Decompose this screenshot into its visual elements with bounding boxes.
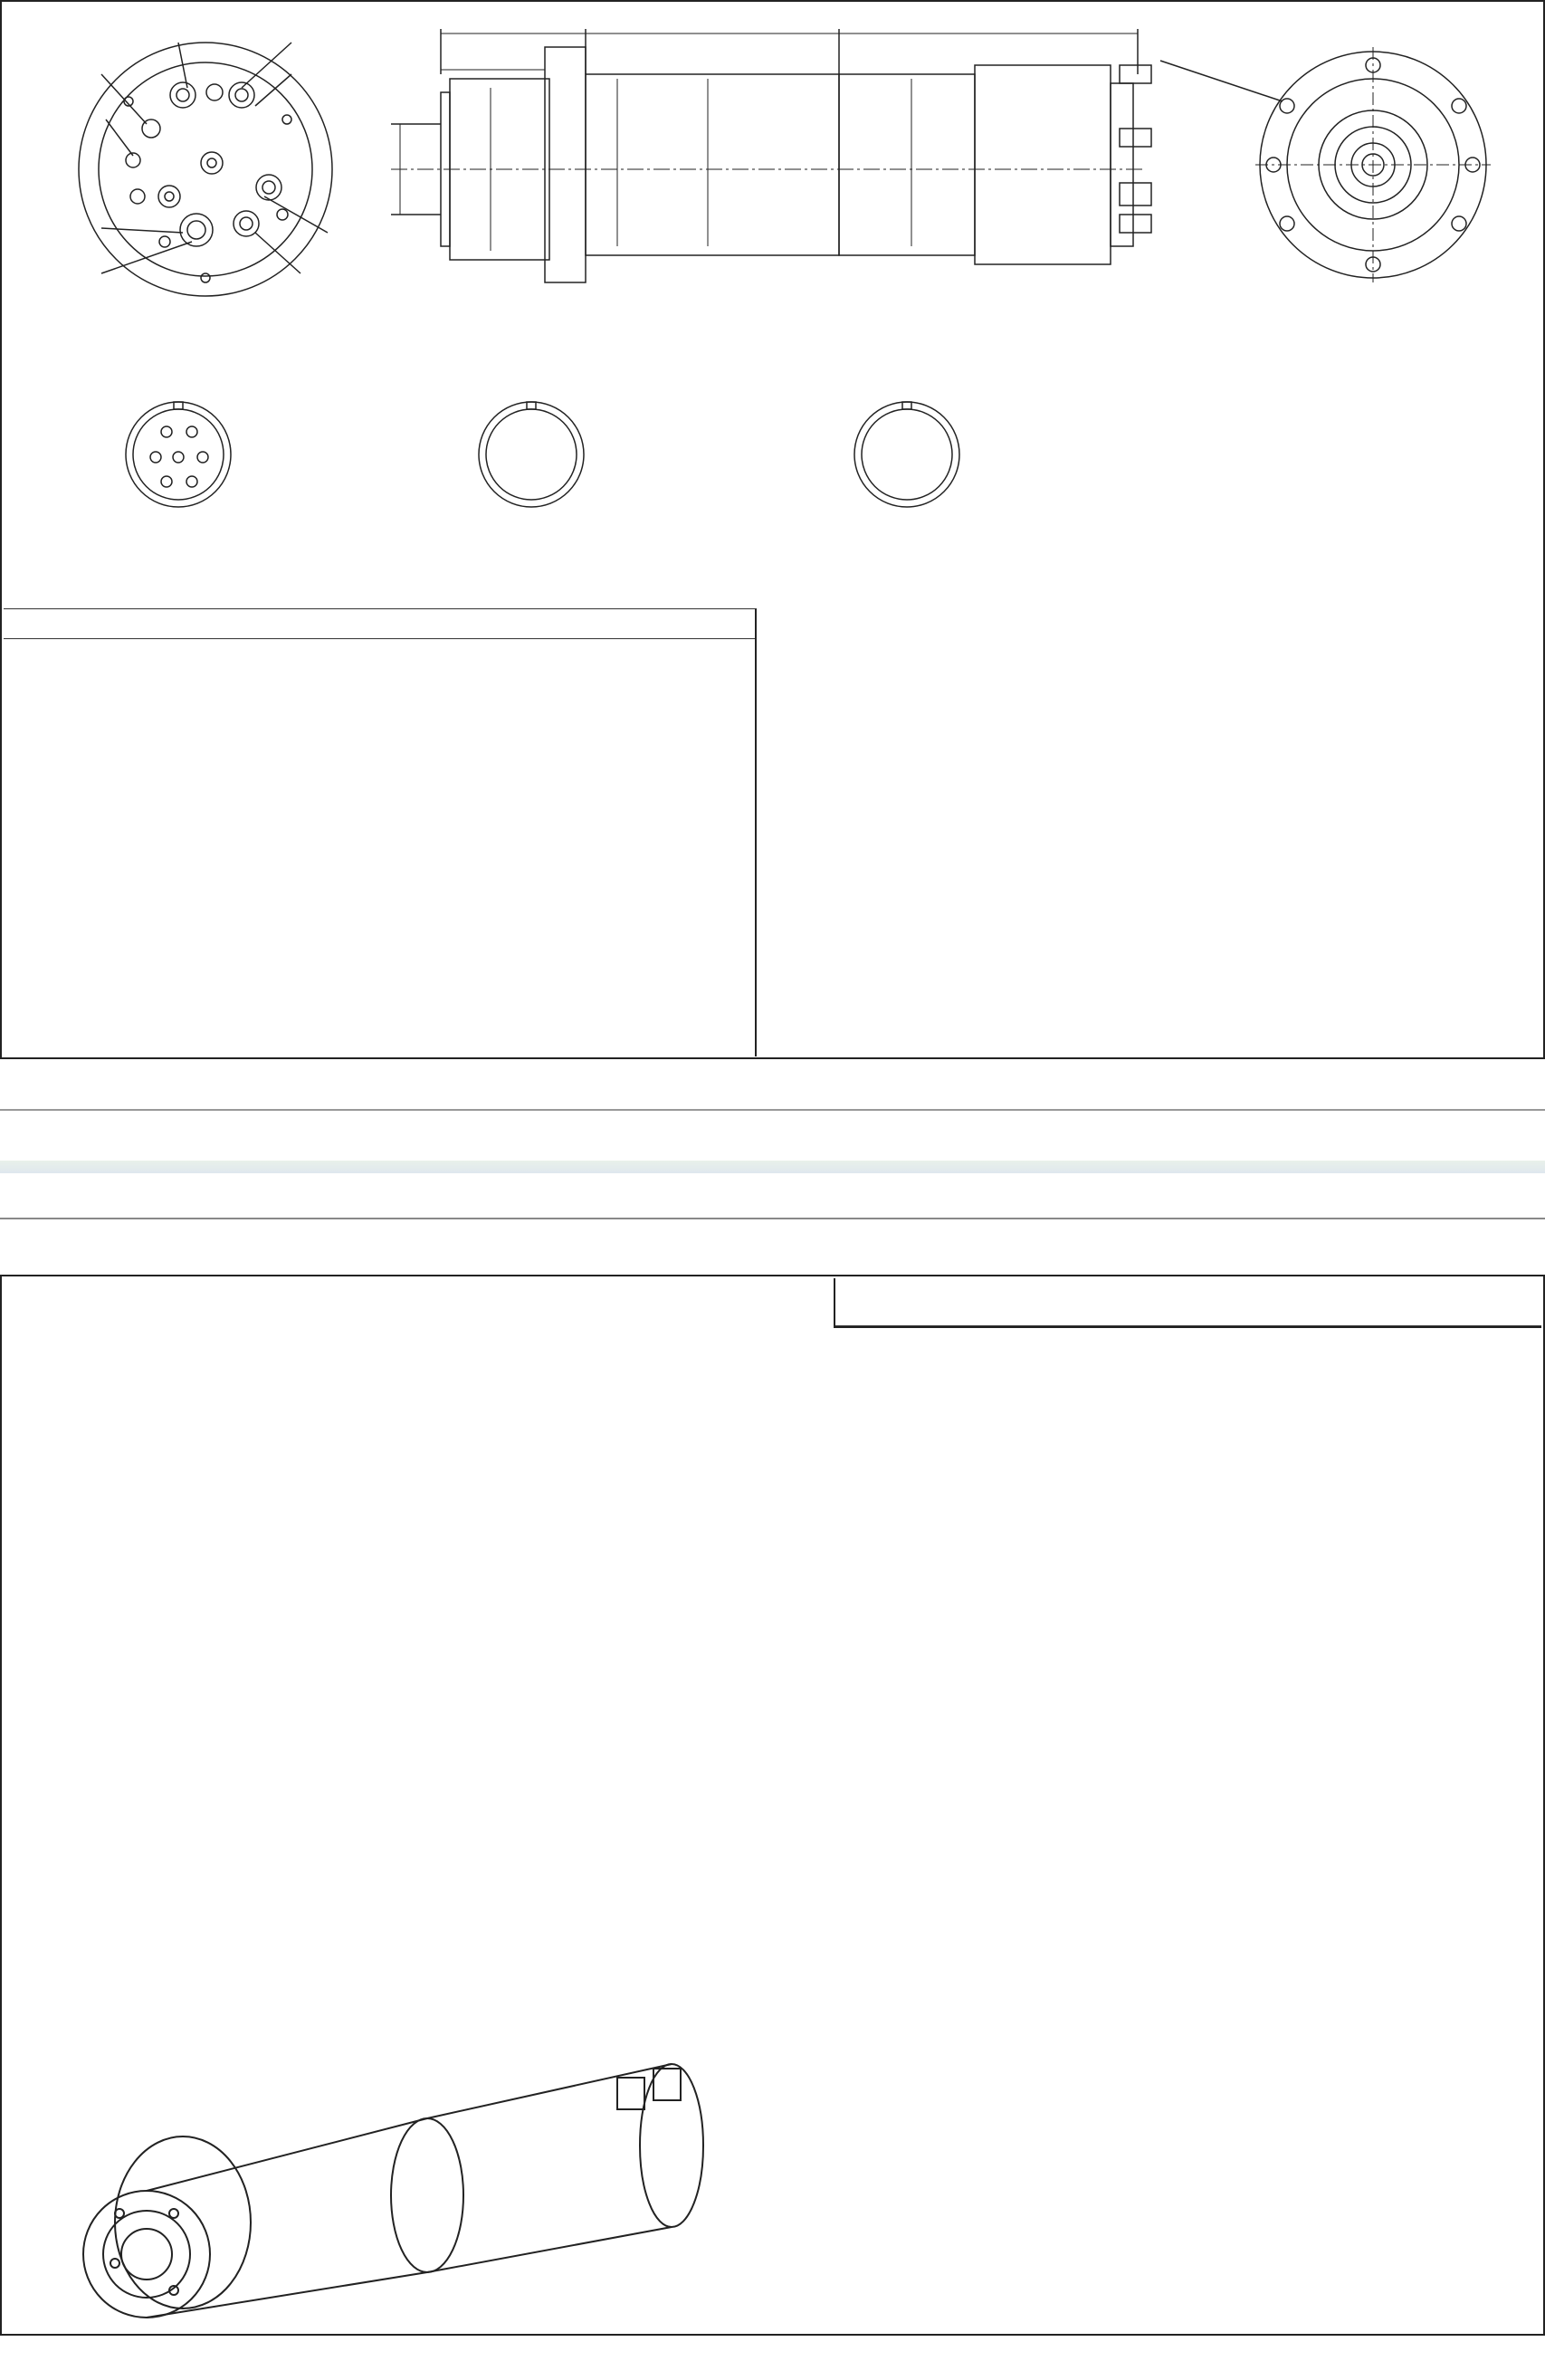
- connector-diagrams: [101, 391, 970, 563]
- sheet-1: [0, 0, 1545, 1059]
- motor-params-panel: [834, 1278, 1541, 1328]
- spindle-params-title: [4, 609, 755, 639]
- sheet-2: [0, 1275, 1545, 2336]
- torque-chart: [56, 1666, 581, 2055]
- page-gap-band: [0, 1161, 1545, 1173]
- power-chart: [56, 1304, 581, 1693]
- rear-view: [79, 43, 332, 296]
- page-divider-bottom: [0, 1218, 1545, 1219]
- spindle-params-panel: [4, 608, 757, 1056]
- spindle-isometric-view: [38, 2028, 762, 2327]
- motor-params-title: [835, 1278, 1541, 1326]
- spindle-technical-drawing: [2, 2, 1543, 328]
- page-divider-top: [0, 1109, 1545, 1111]
- sensor-connector: [479, 402, 584, 507]
- power-connector: [126, 402, 231, 507]
- encoder-connector: [854, 402, 959, 507]
- front-view: [1160, 47, 1491, 282]
- side-view: [391, 29, 1151, 282]
